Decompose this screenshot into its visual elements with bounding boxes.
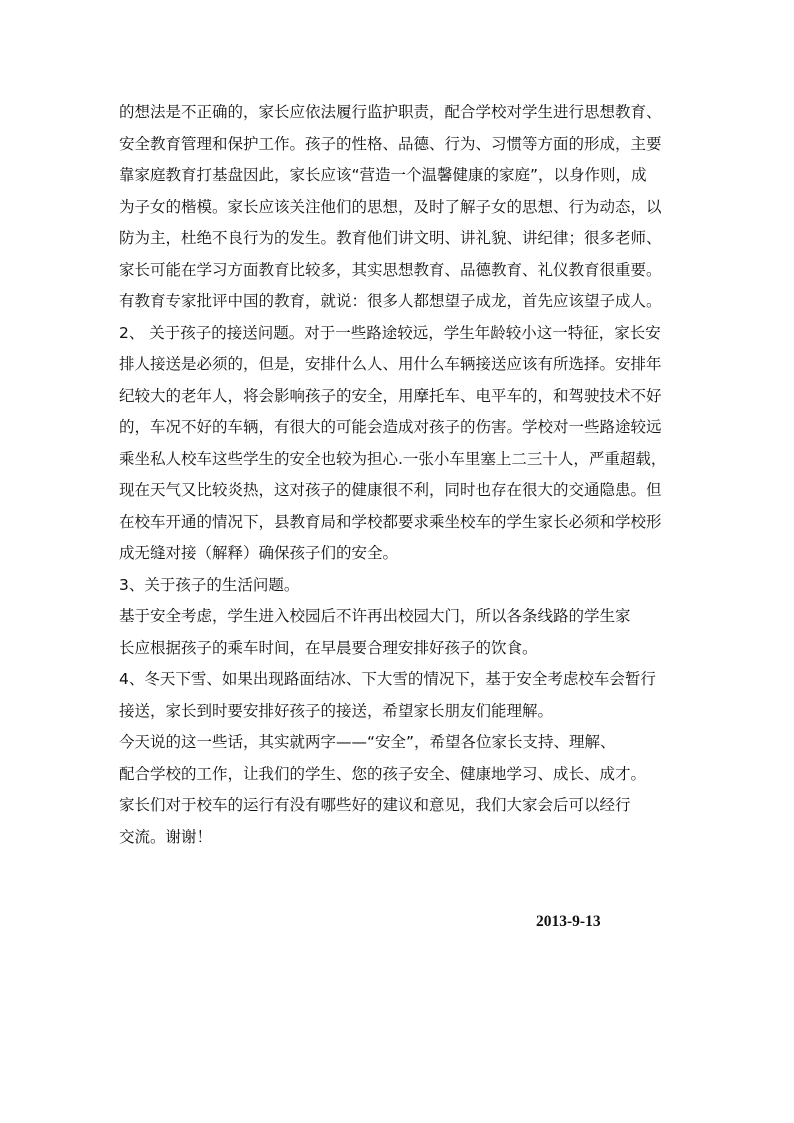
text-line: 靠家庭教育打基盘因此，家长应该“营造一个温馨健康的家庭”，以身作则，成 [119,166,647,184]
text-line: 防为主，杜绝不良行为的发生。教育他们讲文明、讲礼貌、讲纪律；很多老师、 [119,229,662,247]
text-line: 有教育专家批评中国的教育，就说：很多人都想望子成龙，首先应该望子成人。 [119,292,662,310]
text-line: 乘坐私人校车这些学生的安全也较为担心.一张小车里塞上二三十人，严重超载， [119,449,667,468]
text-line: 在校车开通的情况下，县教育局和学校都要求乘坐校车的学生家长必须和学校形 [119,512,662,531]
document-body [119,97,685,853]
text-line: 今天说的这一些话，其实就两字——“安全”，希望各位家长支持、理解、 [119,733,616,751]
text-line: 安全教育管理和保护工作。孩子的性格、品德、行为、习惯等方面的形成，主要 [119,134,662,153]
text-line: 基于安全考虑，学生进入校园后不许再出校园大门，所以各条线路的学生家 [119,607,631,625]
text-line: 接送，家长到时要安排好孩子的接送，希望家长朋友们能理解。 [119,701,554,720]
text-line: 为子女的楷模。家长应该关注他们的思想，及时了解子女的思想、行为动态，以 [119,197,662,216]
text-line: 配合学校的工作，让我们的学生、您的孩子安全、健康地学习、成长、成才。 [119,764,647,783]
text-line: 的想法是不正确的，家长应依法履行监护职责，配合学校对学生进行思想教育、 [119,103,662,121]
document-date: 2013-9-13 [536,913,601,930]
text-line: 4、冬天下雪、如果出现路面结冰、下大雪的情况下，基于安全考虑校车会暂行 [119,670,656,688]
text-line: 3、关于孩子的生活问题。 [119,575,300,594]
text-line: 2、 关于孩子的接送问题。对于一些路途较远，学生年龄较小这一特征，家长安 [119,323,661,342]
text-line: 交流。谢谢！ [119,827,213,846]
text-line: 成无缝对接（解释）确保孩子们的安全。 [119,544,399,562]
text-line: 家长们对于校车的运行有没有哪些好的建议和意见，我们大家会后可以经行 [119,796,631,814]
text-line: 家长可能在学习方面教育比较多，其实思想教育、品德教育、礼仪教育很重要。 [119,260,662,279]
text-line: 排人接送是必须的，但是，安排什么人、用什么车辆接送应该有所选择。安排年 [119,355,662,373]
text-line: 的，车况不好的车辆，有很大的可能会造成对孩子的伤害。学校对一些路途较远 [119,418,662,436]
text-line: 长应根据孩子的乘车时间，在早晨要合理安排好孩子的饮食。 [119,638,538,657]
text-line: 纪较大的老年人，将会影响孩子的安全，用摩托车、电平车的，和驾驶技术不好 [119,386,662,405]
text-line: 现在天气又比较炎热，这对孩子的健康很不利，同时也存在很大的交通隐患。但 [119,481,662,499]
